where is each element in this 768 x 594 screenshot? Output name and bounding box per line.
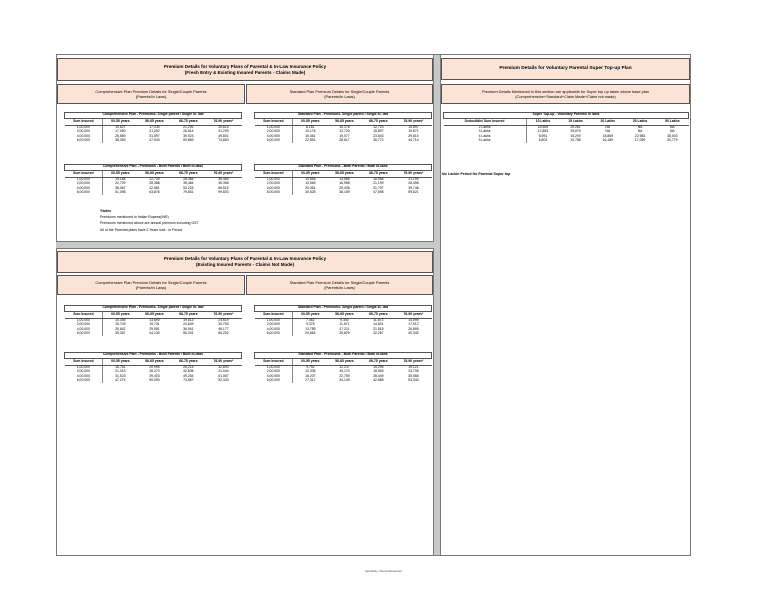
row-label-cell: 1,00,000 [65,125,103,130]
premium-cell: 18,963 [373,369,384,374]
column-header: Sum Insured [255,311,293,318]
topup-side-note: No Lockin Period for Parental Super top [442,172,511,176]
row-label-cell: 1,00,000 [255,318,293,323]
premium-cell: 8,991 [538,133,548,138]
bottom-border [56,555,691,556]
premium-cell: 51,098 [115,190,126,194]
row-label-cell: 6,00,000 [65,139,103,143]
row-label-cell: 6,00,000 [65,191,103,195]
column-header: 66-75 years [361,358,395,365]
premium-cell: 44,130 [149,331,160,335]
premium-cell: 53,340 [408,378,419,382]
row-label-cell: 4,00,000 [255,327,293,331]
table-row [65,139,242,143]
table-row [65,191,242,195]
premium-cell: 92,333 [218,378,229,382]
table-row [255,379,432,383]
column-header: Sum Insured [255,358,293,365]
premium-cell: 20,351 [305,185,316,190]
std2-header-line2: (Parents/In Laws) [324,285,355,290]
premium-cell: 73,867 [183,378,194,382]
premium-cell: 14,599 [408,317,419,322]
section1-title [57,58,433,81]
premium-cell: 42,685 [373,378,384,382]
row-label-cell: 2,00,000 [65,130,103,134]
premium-cell: 18,869 [602,133,613,138]
table-caption: Standard Plan - Premiums- Single parent / Single in- law [255,113,432,119]
premium-cell: 17,030 [149,124,160,129]
premium-cell: 10,178 [339,124,350,129]
column-header: 00-55 years [103,118,138,125]
premium-cell: 23,843 [373,133,384,138]
column-header: 76-90 years* [395,118,431,125]
column-header: 20 Lakhs [592,118,624,125]
section2-comprehensive-header [57,275,245,295]
row-label-cell: 2,00,000 [255,370,293,374]
premium-cell: 35,484 [218,176,229,181]
premium-cell: 20,664 [305,331,316,335]
row-label-cell: 1,00,000 [255,125,293,130]
row-label-cell: 2,00,000 [65,323,103,327]
premium-cell: 10,758 [570,138,581,142]
comp2-header-line1: Comprehensive Plan Premium Details for Single/Couple Parents [95,279,207,285]
top-border [56,54,691,55]
row-label-cell: 4 Lakhs [444,134,527,138]
premium-cell: 42,581 [149,185,160,190]
premium-cell: 27,317 [305,378,316,382]
premium-cell: 24,519 [218,317,229,322]
table-caption: Comprehensive Plan - Premiums - Both Parents / Both in-laws [65,165,242,171]
row-label-cell: 1,00,000 [255,365,293,370]
premium-cell: 13,690 [149,317,160,322]
row-label-cell: 6,00,000 [255,332,293,336]
premium-cell: 29,261 [570,124,581,129]
column-header: 66-75 years [171,170,205,177]
section-divider [56,241,434,249]
premium-cell: 18,207 [305,373,316,378]
premium-cell: 21,199 [408,176,419,181]
premium-cell: 20,995 [149,364,160,369]
row-label-cell: 4,00,000 [255,134,293,138]
column-header: 76-90 years* [395,358,431,365]
column-header: 00-55 years [293,358,328,365]
topup-title [441,58,690,80]
premium-cell: 19,613 [183,317,194,322]
premium-cell: 99,803 [218,190,229,194]
row-label-cell: 1,00,000 [65,318,103,323]
premium-cell: 10,856 [305,176,316,181]
table-row [65,379,242,383]
premium-cell: 12,720 [339,129,350,134]
row-label-cell: 2,00,000 [255,130,293,134]
premium-cell: 79,841 [183,190,194,194]
premium-cell: 32,267 [373,331,384,335]
comp-header-line1: Comprehensive Plan Premium Details for Single/Couple Parents [95,88,207,94]
premium-cell: 16,761 [115,364,126,369]
row-label-cell: 6,00,000 [65,332,103,336]
premium-cell: 11,671 [339,322,350,327]
column-header: 00-55 years [293,311,328,318]
premium-cell: 21,292 [183,124,194,129]
premium-cell: 38,353 [115,138,126,142]
premium-cell: 32,836 [183,369,194,374]
s2-std-single-table [254,305,432,336]
premium-cell: 28,617 [339,138,350,142]
column-header: 56-65 years [137,118,171,125]
premium-cell: 17,050 [115,129,126,134]
s2-std-couple-table [254,352,432,383]
column-header: 76-90 years* [205,311,241,318]
column-header: Deductible/ Sum Insured [444,118,527,125]
column-header: 66-75 years [361,311,395,318]
premium-cell: 7,462 [306,317,315,322]
premium-cell: 11,673 [373,317,384,322]
s1-std-single-table [254,112,432,143]
row-label-cell: 4,00,000 [65,186,103,190]
column-header: 00-55 years [293,118,328,125]
table-caption: Comprehensive Plan - Premiums - Both Parents / Both in-laws [65,353,242,359]
premium-cell: 47,274 [115,378,126,382]
premium-cell: 39,923 [183,133,194,138]
column-header: 76-90 years* [395,311,431,318]
table-caption: Standard Plan - Premiums - Both Parents / Both in-laws [255,165,432,171]
column-header: 76-90 years* [205,358,241,365]
column-header: 00-55 years [103,358,138,365]
section2-standard-header [246,275,433,295]
premium-cell: 26,569 [115,133,126,138]
premium-cell: 22,891 [305,138,316,142]
comp2-header-line2: (Parents/In Laws) [135,285,167,290]
premium-cell: 39,746 [408,185,419,190]
std-header-line2: (Parents/In Laws) [324,94,355,99]
premium-cell: 29,810 [408,133,419,138]
column-header: 66-75 years [361,118,395,125]
premium-cell: 24,649 [183,322,194,327]
row-label-cell: 6,00,000 [255,191,293,195]
column-header: Sum Insured [255,170,293,177]
column-header: 76-90 years* [395,170,431,177]
premium-cell: 22,983 [634,133,646,138]
row-label-cell: 4,00,000 [255,374,293,378]
premium-cell: 23,705 [408,369,419,374]
row-label-cell: 6,00,000 [255,139,293,143]
column-header: Sum Insured [65,311,103,318]
premium-cell: 13,565 [339,176,350,181]
premium-cell: 31,523 [115,373,126,378]
premium-cell: 36,941 [183,326,194,331]
premium-cell: 10,178 [305,129,316,134]
page-border-right [690,54,691,556]
premium-cell: 38,003 [667,133,678,138]
premium-cell: 40,340 [408,331,419,335]
premium-cell: 12,853 [537,129,549,134]
row-label-cell: 1,00,000 [65,365,103,370]
column-header: Sum Insured [65,170,103,177]
premium-cell: 9,378 [306,322,315,327]
premium-cell: 21,015 [115,369,126,374]
section1-standard-header [246,84,433,104]
premium-cell: 15,897 [408,124,419,129]
premium-cell: 25,438 [339,185,350,190]
column-header: Sum Insured [65,118,103,125]
footer-sensitivity: Sensitivity: Internal Restricted [365,569,402,573]
premium-cell: 16,958 [373,176,384,181]
premium-cell: 10,355 [115,317,126,322]
premium-cell: 35,484 [183,181,194,186]
premium-cell: 74,853 [218,138,229,142]
premium-cell: 31,209 [218,129,229,134]
premium-cell: 47,698 [373,190,384,194]
premium-cell: NA [669,124,675,129]
premium-cell: 38,067 [115,185,126,190]
premium-cell: NA [605,124,611,129]
premium-cell: 19,077 [339,133,350,138]
row-label-cell: 2 Lakhs [444,125,527,130]
premium-cell: 16,189 [602,138,613,142]
premium-cell: 29,679 [570,129,581,134]
row-label-cell: 6,00,000 [65,379,103,383]
premium-cell: 6,804 [538,138,548,142]
table-row [255,332,432,336]
premium-cell: 10,627 [115,124,126,129]
premium-cell: 35,558 [408,373,419,378]
column-divider [433,54,441,556]
premium-cell: 26,895 [408,326,419,331]
premium-cell: 21,199 [373,181,384,186]
notes-line1: Premiums mentioned in Indian Rupees(INR) [100,215,169,220]
premium-cell: 39,403 [149,373,160,378]
premium-cell: 25,642 [115,326,126,331]
premium-cell: 22,709 [115,181,126,186]
premium-cell: 31,597 [149,133,160,138]
column-header: 00-55 years [103,170,138,177]
table-row [444,139,689,143]
premium-cell: 61,067 [218,373,229,378]
premium-cell: 19,168 [115,176,126,181]
premium-cell: 13,789 [305,326,316,331]
column-header: 76-90 years* [205,170,241,177]
s1-std-couple-table [254,164,432,195]
column-header: 56-65 years [327,118,361,125]
topup-note-line2: (Comprehensive+Standard+Claim Made+Claim not made) [515,94,616,99]
premium-cell: 38,159 [339,190,350,194]
row-label-cell: 2,00,000 [255,323,293,327]
s1-comp-single-table [64,112,242,143]
std-header-line1: Standard Plan Premium Details for Single/Couple Parents [289,88,390,94]
premium-cell: 34,149 [339,378,350,382]
column-header: 66-75 years [171,311,205,318]
column-header: 10 Lakhs [526,118,559,125]
premium-cell: 19,121 [408,364,419,369]
notes-heading: *Notes [100,209,112,213]
row-label-cell: 2,00,000 [255,182,293,186]
premium-cell: 17,912 [408,322,419,327]
column-header: 00-55 years [293,170,328,177]
row-label-cell: 1,00,000 [65,177,103,182]
std2-header-line1: Standard Plan Premium Details for Single/Couple Parents [289,279,390,285]
table-row [255,191,432,195]
premium-cell: 17,099 [634,138,646,142]
premium-cell: 63,876 [149,190,160,194]
column-header: 56-65 years [137,358,171,365]
premium-cell: 12,237 [339,364,350,369]
premium-cell: 26,498 [408,181,419,186]
column-header: 56-65 years [327,358,361,365]
column-header: 00-55 years [103,311,138,318]
column-header: 56-65 years [137,170,171,177]
section2-title-line1: Premium Details for Voluntary Plans of Parental & In-Law Insurance Policy [163,256,327,261]
premium-cell: 15,295 [373,364,384,369]
s2-comp-single-table [64,305,242,336]
column-header: 25 Lakhs [624,118,656,125]
premium-cell: 26,270 [149,369,160,374]
s1-comp-couple-table [64,164,242,195]
topup-note [441,84,690,104]
column-header: 15 Lakhs [559,118,591,125]
premium-cell: 49,801 [218,133,229,138]
premium-cell: 26,215 [183,364,194,369]
premium-cell: 32,890 [218,364,229,369]
row-label-cell: 4,00,000 [65,374,103,378]
premium-cell: 26,614 [218,124,229,129]
notes-block [100,208,199,233]
premium-cell: 9,792 [306,364,315,369]
row-label-cell: 4,00,000 [65,134,103,138]
premium-cell: 17,211 [339,326,350,331]
premium-cell: 25,829 [339,331,350,335]
premium-cell: 69,252 [218,331,229,335]
column-header: Sum Insured [65,358,103,365]
premium-cell: 45,356 [218,181,229,186]
premium-cell: 53,225 [183,185,194,190]
table-caption: Comprehensive Plan - Premiums- Single parent / Single in- law [65,306,242,312]
premium-cell: 15,170 [339,369,350,374]
premium-cell: NA [669,129,675,134]
premium-cell: 18,505 [537,124,549,129]
notes-line3: All of the Parental plans have 2 Years lock - in Period [100,227,183,232]
column-header: 66-75 years [171,358,205,365]
premium-cell: 30,763 [218,322,229,327]
table-row [65,332,242,336]
premium-cell: 47,940 [149,138,160,142]
column-header: 76-90 years* [205,118,241,125]
premium-cell: 35,357 [115,331,126,335]
column-header: 66-75 years [361,170,395,177]
premium-cell: 12,336 [305,369,316,374]
column-header: 66-75 years [171,118,205,125]
premium-cell: 35,772 [373,138,384,142]
table-row [255,139,432,143]
comp-header-line2: (Parents/In Laws) [135,94,167,99]
table-caption: Standard Plan - Premiums - Both Parents / Both in-laws [255,353,432,359]
premium-cell: 41,044 [218,369,229,374]
topup-title-text: Premium Details for Voluntary Parental Super Top-up Plan [499,66,632,71]
premium-cell: 15,897 [373,129,384,134]
column-header: 56-65 years [327,311,361,318]
premium-cell: 59,621 [408,190,419,194]
topup-table [443,112,689,143]
premium-cell: 19,731 [149,322,160,327]
premium-cell: 21,292 [149,129,160,134]
premium-cell: 8,161 [306,124,315,129]
premium-cell: 19,871 [408,129,419,134]
premium-cell: NA [637,129,643,134]
premium-cell: 28,449 [373,373,384,378]
column-header: 56-65 years [137,311,171,318]
table-caption: Super Top-up - Voluntary Parents/ In laws [444,113,689,119]
premium-cell: 16,209 [570,133,581,138]
row-label-cell: 5 Lakhs [444,139,527,143]
premium-cell: 49,254 [183,373,194,378]
page-border-left [56,54,57,556]
section1-title-line2: (Fresh Entry & Existing Insured Parents - Claims Made) [184,69,306,75]
premium-cell: 30,779 [667,138,678,142]
topup-note-line1: Premium Details Mentioned in this section are applicable for Super top up taken above base plan [482,88,649,94]
premium-cell: 28,388 [149,181,160,186]
table-caption: Standard Plan - Premiums- Single parent / Single in- law [255,306,432,312]
premium-cell: 28,384 [183,176,194,181]
premium-cell: 29,551 [149,326,160,331]
premium-cell: 26,614 [183,129,194,134]
premium-cell: NA [637,124,643,129]
row-label-cell: 6,00,000 [255,379,293,383]
premium-cell: 16,958 [339,181,350,186]
premium-cell: 12,723 [373,124,384,129]
row-label-cell: 3 Lakhs [444,130,527,134]
premium-cell: 59,883 [183,138,194,142]
row-label-cell: 4,00,000 [255,186,293,190]
notes-line2: Premiums mentioned above are annual premium including GST [100,221,199,226]
premium-cell: 46,177 [218,326,229,331]
section2-title-line2: (Existing Insured Parents - Claims Not Made) [195,262,295,267]
premium-cell: 14,601 [373,322,384,327]
premium-cell: 55,301 [183,331,194,335]
column-header: 56-65 years [327,170,361,177]
s2-comp-couple-table [64,352,242,383]
premium-cell: 22,739 [149,176,160,181]
row-label-cell: 2,00,000 [65,182,103,186]
table-caption: Comprehensive Plan - Premiums- Single parent / Single in- law [65,113,242,119]
premium-cell: 59,090 [149,378,160,382]
premium-cell: 15,749 [115,322,126,327]
premium-cell: 66,515 [218,185,229,190]
section1-title-line1: Premium Details for Voluntary Plans of Parental & In-Law Insurance Policy [163,63,327,69]
row-label-cell: 4,00,000 [65,327,103,331]
premium-cell: 44,714 [408,138,419,142]
premium-cell: 21,518 [373,326,384,331]
premium-cell: 31,797 [373,185,384,190]
row-label-cell: 2,00,000 [65,370,103,374]
premium-cell: 9,340 [340,317,349,322]
row-label-cell: 1,00,000 [255,177,293,182]
premium-cell: NA [605,129,611,134]
section2-title [57,251,433,273]
premium-cell: 30,525 [305,190,316,194]
premium-cell: 13,565 [305,181,316,186]
premium-cell: 15,361 [305,133,316,138]
column-header: 50 Lakhs [656,118,688,125]
column-header: Sum Insured [255,118,293,125]
premium-cell: 22,759 [339,373,350,378]
section1-comprehensive-header [57,84,245,104]
